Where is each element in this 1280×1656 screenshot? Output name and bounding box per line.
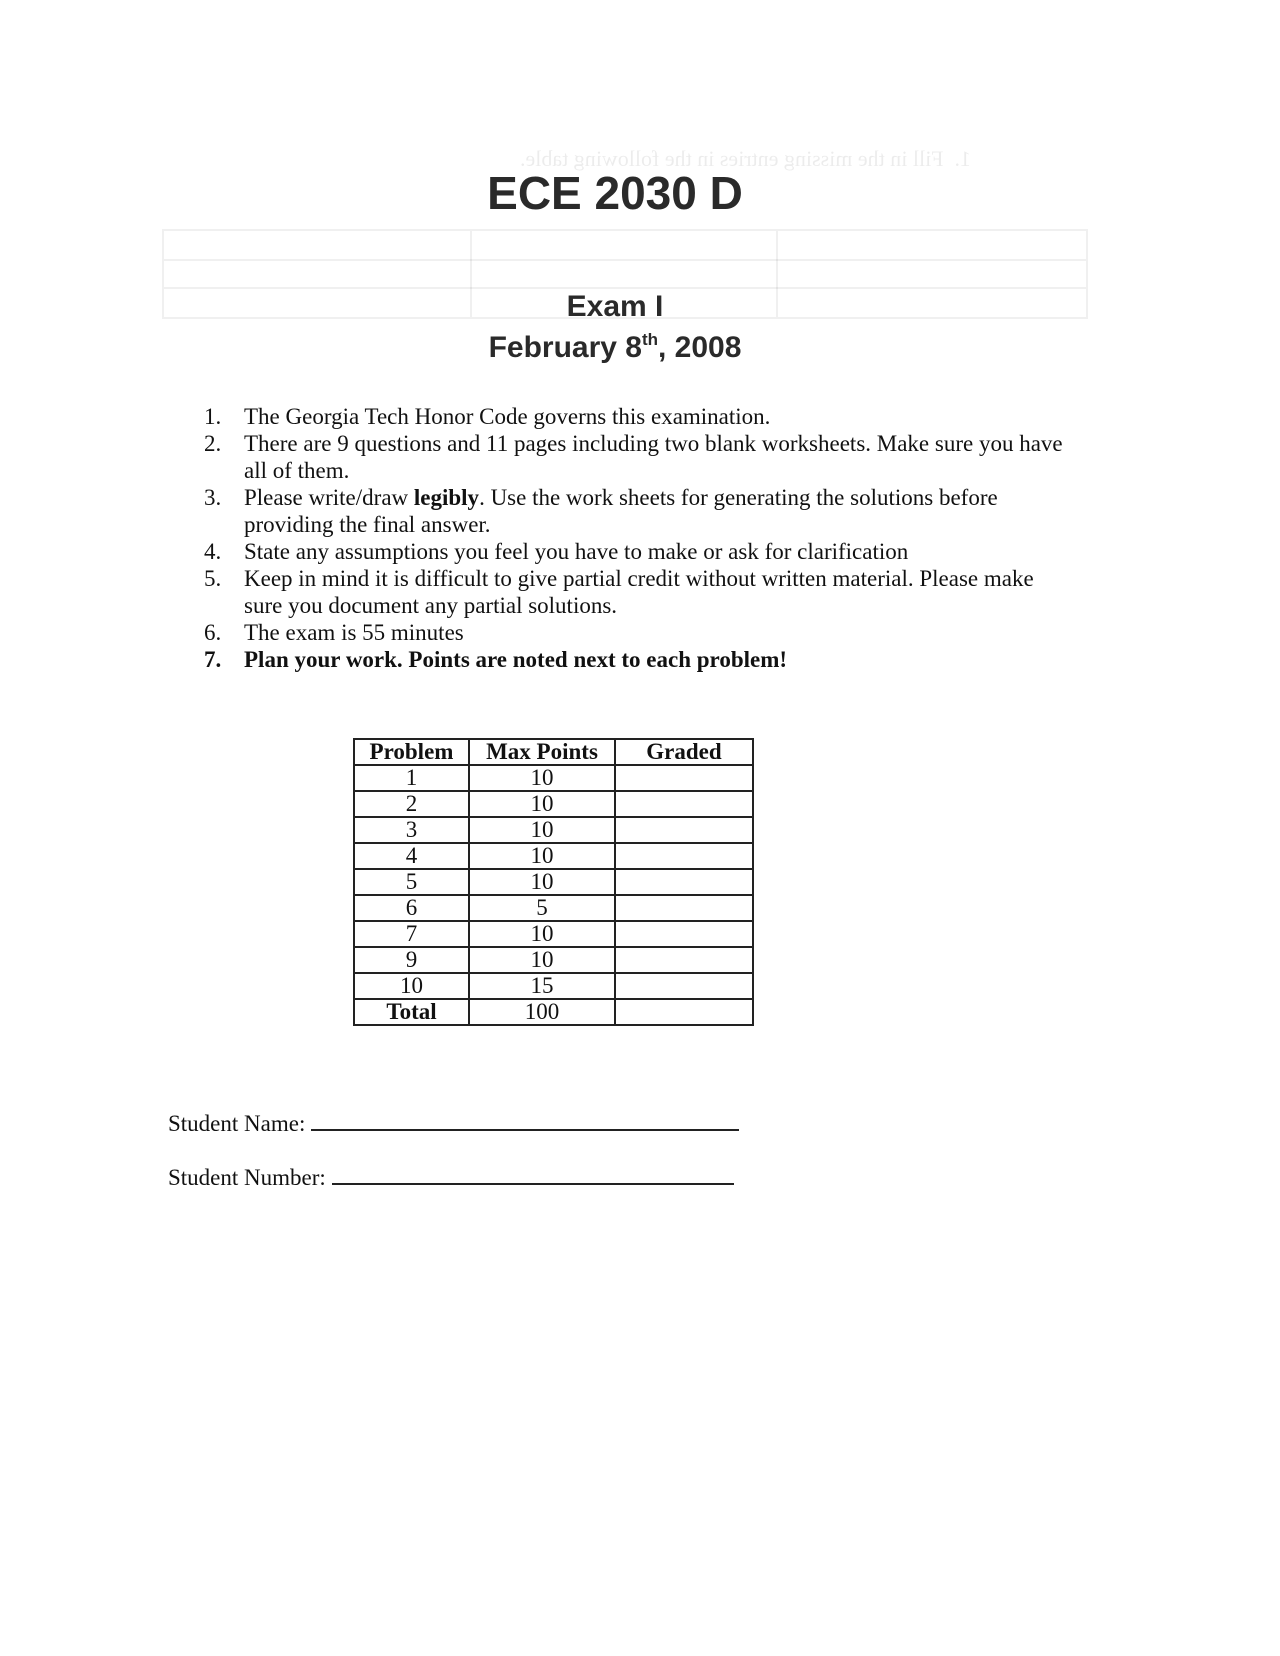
table-row: 3 10 bbox=[354, 817, 753, 843]
show-through-text: 1. Fill in the missing entries in the following table. bbox=[520, 146, 971, 171]
table-total-row: Total 100 bbox=[354, 999, 753, 1025]
graded-cell[interactable] bbox=[615, 765, 753, 791]
score-table bbox=[353, 738, 754, 1026]
graded-cell[interactable] bbox=[615, 843, 753, 869]
emphasis-legibly: legibly bbox=[413, 485, 480, 510]
student-number-field bbox=[168, 1163, 734, 1191]
date-year: , 2008 bbox=[658, 331, 742, 364]
instruction-item: 2. There are 9 questions and 11 pages including two blank worksheets. Make sure you have all of them. bbox=[204, 431, 1063, 483]
course-title: ECE 2030 D bbox=[487, 167, 743, 219]
date-month-day: February 8 bbox=[488, 331, 642, 364]
graded-cell[interactable] bbox=[615, 973, 753, 999]
table-row: 5 10 bbox=[354, 869, 753, 895]
graded-cell[interactable] bbox=[615, 895, 753, 921]
graded-cell[interactable] bbox=[615, 947, 753, 973]
student-name-blank[interactable] bbox=[311, 1109, 739, 1131]
graded-cell[interactable] bbox=[615, 817, 753, 843]
graded-cell[interactable] bbox=[615, 921, 753, 947]
exam-title: Exam I bbox=[566, 290, 664, 323]
table-row: 7 10 bbox=[354, 921, 753, 947]
header-graded: Graded bbox=[615, 739, 753, 765]
student-name-field bbox=[168, 1109, 739, 1137]
table-header-row bbox=[354, 739, 753, 765]
table-row: 1 10 bbox=[354, 765, 753, 791]
instruction-item: 4. State any assumptions you feel you have to make or ask for clarification bbox=[204, 539, 909, 564]
graded-cell[interactable] bbox=[615, 791, 753, 817]
student-name-label: Student Name: bbox=[168, 1111, 306, 1136]
instructions-list bbox=[196, 403, 1076, 673]
exam-date bbox=[0, 330, 1230, 365]
date-ordinal: th bbox=[641, 330, 659, 349]
table-row: 2 10 bbox=[354, 791, 753, 817]
student-number-label: Student Number: bbox=[168, 1165, 326, 1190]
table-row: 4 10 bbox=[354, 843, 753, 869]
instruction-item: 1. The Georgia Tech Honor Code governs this examination. bbox=[204, 404, 771, 429]
table-row: 9 10 bbox=[354, 947, 753, 973]
instruction-item: 7. Plan your work. Points are noted next to each problem! bbox=[204, 647, 788, 672]
graded-cell[interactable] bbox=[615, 869, 753, 895]
instruction-item: 3. Please write/draw legibly. Use the work sheets for generating the solutions before providing the final answer. bbox=[204, 485, 998, 537]
instruction-item: 6. The exam is 55 minutes bbox=[204, 620, 464, 645]
table-row: 10 15 bbox=[354, 973, 753, 999]
header-problem: Problem bbox=[354, 739, 469, 765]
instruction-item: 5. Keep in mind it is difficult to give partial credit without written material. Please make sure you document any partial solutions. bbox=[204, 566, 1034, 618]
table-row: 6 5 bbox=[354, 895, 753, 921]
graded-total-cell[interactable] bbox=[615, 999, 753, 1025]
student-number-blank[interactable] bbox=[332, 1163, 734, 1185]
header-max-points: Max Points bbox=[469, 739, 615, 765]
